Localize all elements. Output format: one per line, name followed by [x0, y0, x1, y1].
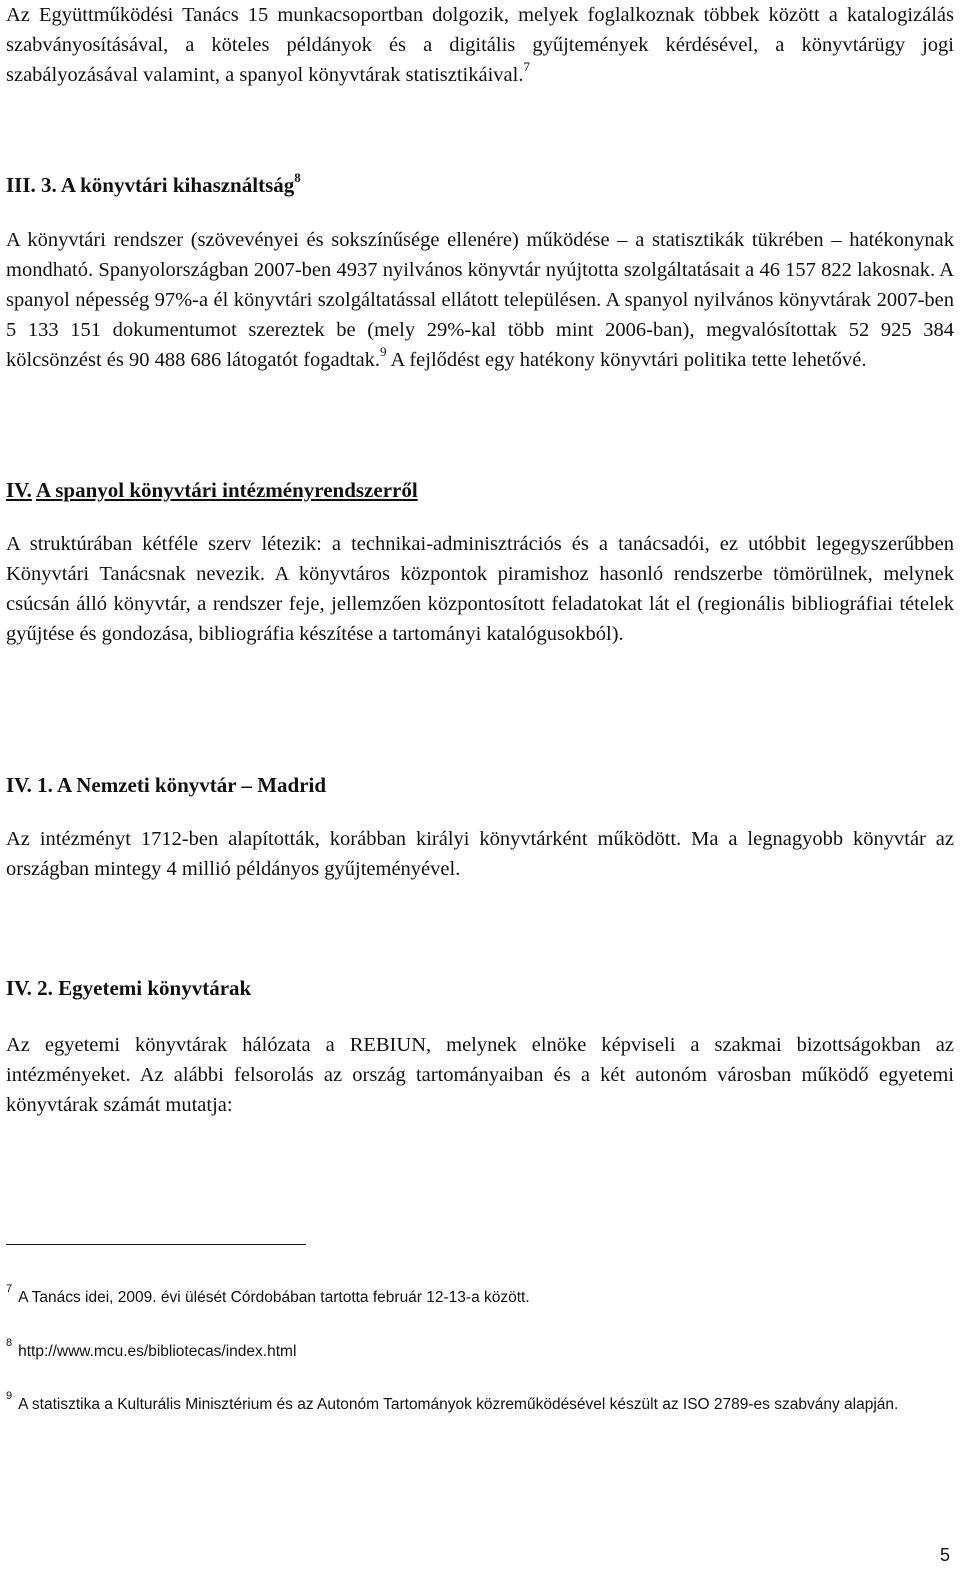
section-3-3-paragraph — [6, 225, 954, 375]
intro-text: Az Együttműködési Tanács 15 munkacsoportban dolgozik, melyek foglalkoznak többek között a katalogizálás szabványosításával, a köteles példányok és a digitális gyűjtemények kérdésével, a könyvtárügy jogi szabályozásával valamint, a spanyol könyvtárak statisztikáival. — [6, 4, 954, 86]
section-3-3-text-b: A fejlődést egy hatékony könyvtári politika tette lehetővé. — [386, 349, 867, 371]
footnote-ref-7[interactable]: 7 — [523, 59, 530, 75]
footnote-7-text: A Tanács idei, 2009. évi ülését Córdobában tartotta február 12-13-a között. — [18, 1289, 530, 1306]
section-heading-3-3-text: III. 3. A könyvtári kihasználtság — [6, 173, 295, 197]
footnote-separator — [6, 1244, 306, 1245]
footnote-8 — [6, 1337, 954, 1366]
section-heading-4 — [6, 475, 418, 505]
footnote-ref-8[interactable]: 8 — [294, 170, 301, 185]
section-heading-4-title: A spanyol könyvtári intézményrendszerről — [35, 478, 418, 502]
footnote-9-text: A statisztika a Kulturális Minisztérium és az Autonóm Tartományok közreműködésével készült az ISO 2789-es szabvány alapján. — [18, 1396, 899, 1413]
footnote-7 — [6, 1283, 954, 1312]
page-number: 5 — [939, 1545, 950, 1565]
footnote-7-number: 7 — [6, 1282, 13, 1295]
footnote-9-number: 9 — [6, 1389, 13, 1402]
section-heading-4-number: IV. — [6, 478, 32, 502]
footnote-9 — [6, 1390, 954, 1419]
section-3-3-text-a: A könyvtári rendszer (szövevényei és sokszínűsége ellenére) működése – a statisztikák tükrében – hatékonynak mondható. Spanyolországban 2007-ben 4937 nyilvános könyvtár nyújtotta szolgáltatásait a 46 157 822 lakosnak. A spanyol népesség 97%-a él könyvtári szolgáltatással ellátott településen. A spanyol nyilvános könyvtárak 2007-ben 5 133 151 dokumentumot szereztek be (mely 29%-kal több mint 2006-ban), megvalósítottak 52 925 384 kölcsönzést és 90 488 686 látogatót fogadtak. — [6, 229, 954, 371]
footnote-ref-9[interactable]: 9 — [380, 344, 387, 360]
footnote-8-number: 8 — [6, 1336, 13, 1349]
section-4-paragraph: A struktúrában kétféle szerv létezik: a technikai-adminisztrációs és a tanácsadói, ez utóbbit legegyszerűbben Könyvtári Tanácsnak nevezik. A könyvtáros központok piramishoz hasonló rendszerbe tömörülnek, melynek csúcsán álló könyvtár, a rendszer feje, jellemzően központosított feladatokat lát el (regionális bibliográfiai tételek gyűjtése és gondozása, bibliográfia készítése a tartományi katalógusokból). — [6, 533, 954, 645]
intro-paragraph — [6, 0, 954, 90]
section-4-1-paragraph: Az intézményt 1712-ben alapították, korábban királyi könyvtárként működött. Ma a legnagyobb könyvtár az országban mintegy 4 millió példányos gyűjteményével. — [6, 828, 954, 880]
footnote-8-link[interactable]: http://www.mcu.es/bibliotecas/index.html — [18, 1343, 297, 1360]
section-heading-4-2: IV. 2. Egyetemi könyvtárak — [6, 976, 252, 1000]
section-heading-4-1: IV. 1. A Nemzeti könyvtár – Madrid — [6, 773, 327, 797]
section-heading-3-3 — [6, 170, 301, 200]
section-4-2-paragraph: Az egyetemi könyvtárak hálózata a REBIUN, melynek elnöke képviseli a szakmai bizottságokban az intézményeket. Az alábbi felsorolás az ország tartományaiban és a két autonóm városban működő egyetemi könyvtárak számát mutatja: — [6, 1034, 954, 1116]
